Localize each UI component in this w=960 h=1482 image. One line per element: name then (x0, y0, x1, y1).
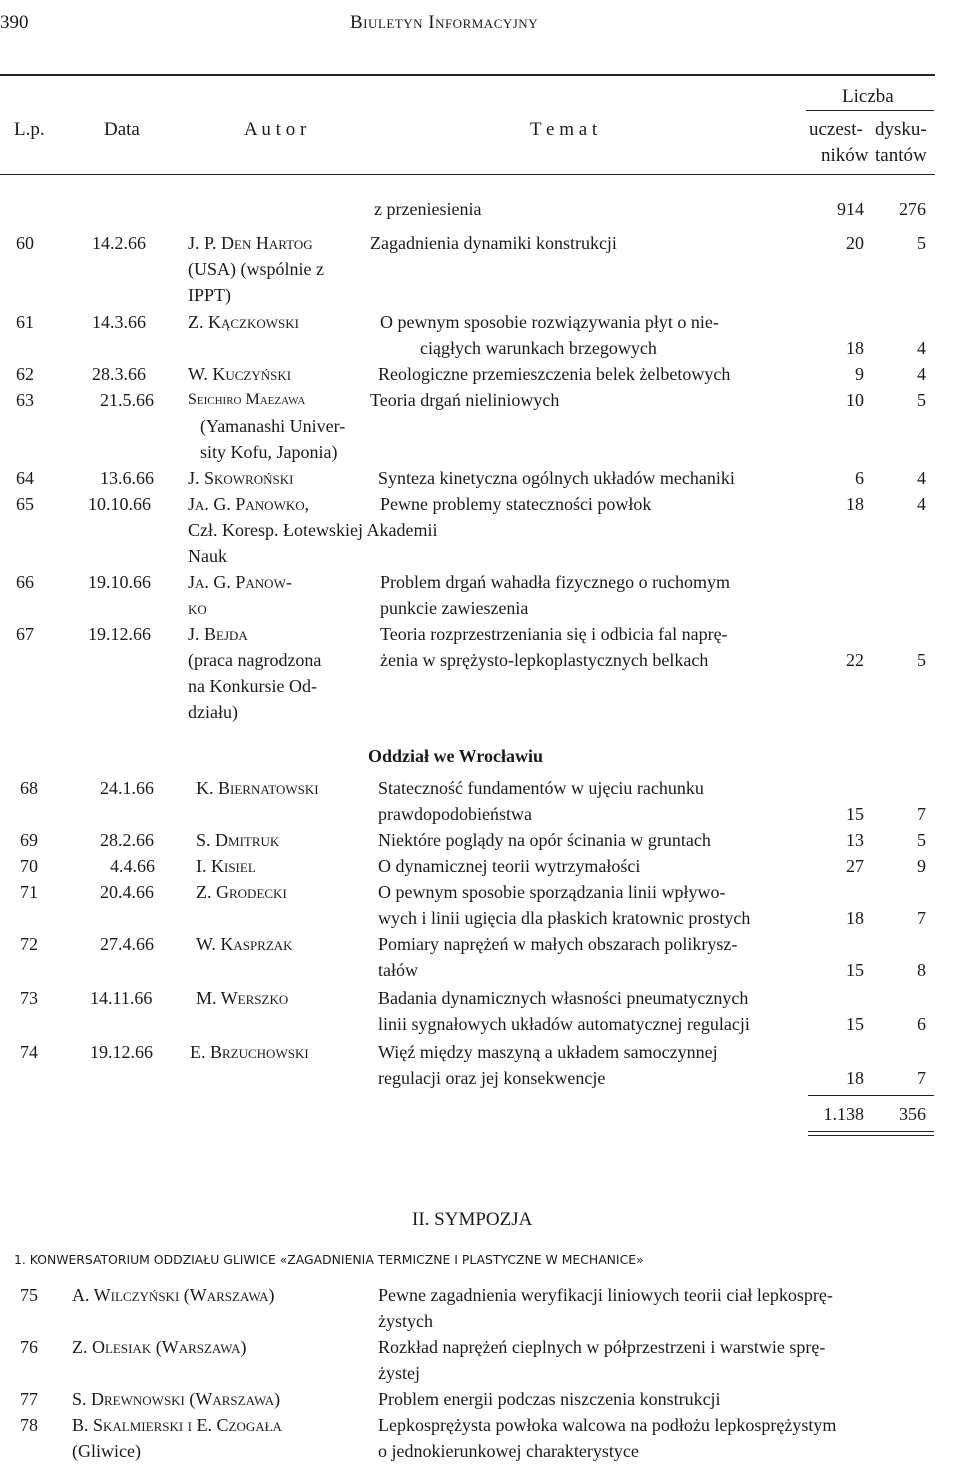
item-topic: Rozkład naprężeń cieplnych w półprzestrzeni i warstwie sprę- (378, 1337, 826, 1357)
row-date: 10.10.66 (88, 494, 151, 514)
row-lp: 64 (16, 468, 34, 488)
item-author: Z. Olesiak (Warszawa) (72, 1337, 247, 1357)
row-topic: O pewnym sposobie sporządzania linii wpływo- (378, 882, 726, 902)
row-participants: 6 (855, 468, 864, 488)
row-participants: 27 (846, 856, 864, 876)
row-lp: 66 (16, 572, 34, 592)
row-author: S. Dmitruk (196, 830, 280, 850)
row-lp: 62 (16, 364, 34, 384)
row-topic: Teoria drgań nieliniowych (370, 390, 560, 410)
row-discussants: 6 (917, 1014, 926, 1034)
row-lp: 63 (16, 390, 34, 410)
row-topic: Reologiczne przemieszczenia belek żelbetowych (378, 364, 731, 384)
row-participants: 18 (846, 908, 864, 928)
item-lp: 78 (20, 1415, 38, 1435)
item-author-affiliation: (Gliwice) (72, 1441, 141, 1461)
item-lp: 77 (20, 1389, 38, 1409)
page-number: 390 (0, 12, 29, 33)
row-discussants: 4 (917, 468, 926, 488)
row-discussants: 7 (917, 804, 926, 824)
row-topic: Teoria rozprzestrzeniania się i odbicia fal naprę- (380, 624, 728, 644)
row-author-affiliation: działu) (188, 702, 238, 722)
row-topic: prawdopodobieństwa (378, 804, 532, 824)
count-group-rule (806, 110, 934, 111)
totals-rule-top (808, 1095, 934, 1096)
row-author: Ja. G. Panow- (188, 572, 292, 592)
row-date: 4.4.66 (110, 856, 155, 876)
row-author: J. Skowroński (188, 468, 294, 488)
totals-rule-double-1 (808, 1131, 934, 1132)
row-author: W. Kasprzak (196, 934, 293, 954)
row-author-affiliation: (praca nagrodzona (188, 650, 322, 670)
row-participants: 15 (846, 960, 864, 980)
row-lp: 73 (20, 988, 38, 1008)
item-author: A. Wilczyński (Warszawa) (72, 1285, 275, 1305)
row-date: 14.2.66 (92, 233, 146, 253)
totals-rule-double-2 (808, 1135, 934, 1136)
row-author: J. P. Den Hartog (188, 233, 313, 253)
row-date: 28.3.66 (92, 364, 146, 384)
row-lp: 71 (20, 882, 38, 902)
row-participants: 15 (846, 804, 864, 824)
row-lp: 65 (16, 494, 34, 514)
carried-label: z przeniesienia (374, 199, 482, 219)
row-date: 28.2.66 (100, 830, 154, 850)
col-date: Data (104, 119, 140, 140)
row-author: E. Brzuchowski (190, 1042, 309, 1062)
row-author-affiliation: na Konkursie Od- (188, 676, 317, 696)
row-lp: 70 (20, 856, 38, 876)
item-lp: 76 (20, 1337, 38, 1357)
row-topic: Badania dynamicznych własności pneumatycznych (378, 988, 749, 1008)
row-date: 27.4.66 (100, 934, 154, 954)
row-discussants: 5 (917, 390, 926, 410)
row-lp: 60 (16, 233, 34, 253)
col-topic: T e m a t (530, 119, 598, 140)
row-participants: 18 (846, 1068, 864, 1088)
row-topic: żenia w sprężysto-lepkoplastycznych belkach (380, 650, 709, 670)
row-author-affiliation: IPPT) (188, 285, 232, 305)
row-topic: ciągłych warunkach brzegowych (420, 338, 657, 358)
row-author-affiliation: sity Kofu, Japonia) (200, 442, 338, 462)
row-topic: linii sygnałowych układów automatycznej regulacji (378, 1014, 750, 1034)
row-author: Z. Grodecki (196, 882, 287, 902)
row-lp: 68 (20, 778, 38, 798)
sympozja-title: II. SYMPOZJA (412, 1209, 533, 1230)
row-date: 13.6.66 (100, 468, 154, 488)
row-author: M. Werszko (196, 988, 289, 1008)
row-topic: Więź między maszyną a układem samoczynnej (378, 1042, 718, 1062)
row-participants: 22 (846, 650, 864, 670)
row-lp: 67 (16, 624, 34, 644)
row-topic: regulacji oraz jej konsekwencje (378, 1068, 606, 1088)
column-header-rule (0, 174, 935, 175)
row-date: 19.10.66 (88, 572, 151, 592)
row-author: Ja. G. Panowko, (188, 494, 310, 514)
row-lp: 69 (20, 830, 38, 850)
sympozja-subtitle: 1. KONWERSATORIUM ODDZIAŁU GLIWICE «ZAGADNIENIA TERMICZNE I PLASTYCZNE W MECHANICE» (14, 1252, 644, 1267)
item-topic: Problem energii podczas niszczenia konstrukcji (378, 1389, 721, 1409)
row-participants: 18 (846, 338, 864, 358)
running-title: Biuletyn Informacyjny (350, 12, 539, 33)
col-discussants-1: dysku- (875, 119, 927, 140)
row-date: 24.1.66 (100, 778, 154, 798)
row-topic: Problem drgań wahadła fizycznego o ruchomym (380, 572, 731, 592)
row-author: I. Kisiel (196, 856, 256, 876)
row-author: Z. Kączkowski (188, 312, 299, 332)
row-topic: punkcie zawieszenia (380, 598, 529, 618)
row-author-affiliation: Czł. Koresp. Łotewskiej Akademii (188, 520, 438, 540)
row-topic: O pewnym sposobie rozwiązywania płyt o nie- (380, 312, 719, 332)
row-topic: Pewne problemy stateczności powłok (380, 494, 652, 514)
row-topic: Niektóre poglądy na opór ścinania w gruntach (378, 830, 711, 850)
row-topic: Synteza kinetyczna ogólnych układów mechaniki (378, 468, 735, 488)
col-count-group: Liczba (842, 86, 894, 107)
section-heading: Oddział we Wrocławiu (368, 746, 544, 766)
item-author: B. Skalmierski i E. Czogała (72, 1415, 282, 1435)
row-author: W. Kuczyński (188, 364, 292, 384)
row-topic: wych i linii ugięcia dla płaskich kratownic prostych (378, 908, 751, 928)
row-participants: 10 (846, 390, 864, 410)
row-author-affiliation: Nauk (188, 546, 227, 566)
row-author-affiliation: (USA) (wspólnie z (188, 259, 324, 279)
row-participants: 13 (846, 830, 864, 850)
item-topic: żystej (378, 1363, 420, 1383)
item-topic: żystych (378, 1311, 433, 1331)
carried-discussants: 276 (899, 199, 926, 219)
header-rule (0, 74, 935, 76)
row-discussants: 7 (917, 1068, 926, 1088)
row-topic: tałów (378, 960, 418, 980)
row-discussants: 5 (917, 233, 926, 253)
row-discussants: 5 (917, 650, 926, 670)
row-lp: 72 (20, 934, 38, 954)
row-discussants: 9 (917, 856, 926, 876)
row-discussants: 4 (917, 364, 926, 384)
carried-participants: 914 (837, 199, 864, 219)
col-author: A u t o r (244, 119, 307, 140)
row-discussants: 5 (917, 830, 926, 850)
row-date: 19.12.66 (90, 1042, 153, 1062)
col-participants-2: ników (821, 145, 869, 166)
row-topic: Zagadnienia dynamiki konstrukcji (370, 233, 617, 253)
row-lp: 74 (20, 1042, 38, 1062)
row-date: 21.5.66 (100, 390, 154, 410)
row-date: 20.4.66 (100, 882, 154, 902)
item-author: S. Drewnowski (Warszawa) (72, 1389, 281, 1409)
row-discussants: 7 (917, 908, 926, 928)
row-participants: 20 (846, 233, 864, 253)
total-participants: 1.138 (823, 1104, 864, 1124)
row-date: 14.3.66 (92, 312, 146, 332)
row-topic: O dynamicznej teorii wytrzymałości (378, 856, 641, 876)
item-lp: 75 (20, 1285, 38, 1305)
item-topic: Lepkosprężysta powłoka walcowa na podłożu lepkosprężystym (378, 1415, 837, 1435)
row-date: 19.12.66 (88, 624, 151, 644)
col-discussants-2: tantów (875, 145, 927, 166)
total-discussants: 356 (899, 1104, 926, 1124)
row-topic: Stateczność fundamentów w ujęciu rachunku (378, 778, 704, 798)
col-participants-1: uczest- (809, 119, 863, 140)
row-lp: 61 (16, 312, 34, 332)
row-date: 14.11.66 (90, 988, 153, 1008)
row-discussants: 4 (917, 494, 926, 514)
row-participants: 18 (846, 494, 864, 514)
row-participants: 15 (846, 1014, 864, 1034)
row-author: K. Biernatowski (196, 778, 319, 798)
row-discussants: 4 (917, 338, 926, 358)
col-lp: L.p. (14, 119, 45, 140)
item-topic: Pewne zagadnienia weryfikacji liniowych teorii ciał lepkosprę- (378, 1285, 833, 1305)
row-author-affiliation: (Yamanashi Univer- (200, 416, 346, 436)
row-participants: 9 (855, 364, 864, 384)
item-topic: o jednokierunkowej charakterystyce (378, 1441, 639, 1461)
row-topic: Pomiary naprężeń w małych obszarach polikrysz- (378, 934, 738, 954)
row-author: ko (188, 598, 207, 618)
row-author: Seichiro Maezawa (188, 391, 306, 408)
row-discussants: 8 (917, 960, 926, 980)
row-author: J. Bejda (188, 624, 248, 644)
